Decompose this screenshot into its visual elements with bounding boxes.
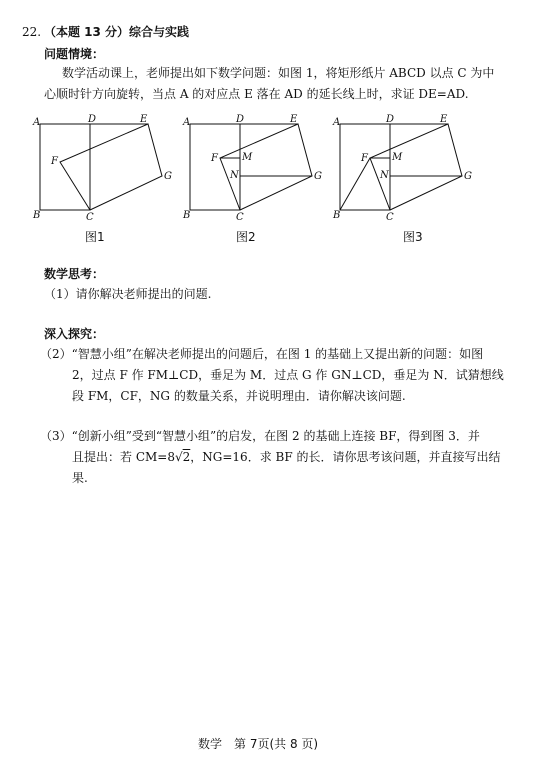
question-number: 22. [22, 25, 42, 39]
svg-text:N: N [230, 170, 239, 181]
question-2-line-3: 段 FM，CF，NG 的数量关系，并说明理由．请你解决该问题. [72, 389, 406, 403]
question-header: （本题 13 分）综合与实践 [44, 25, 190, 39]
question-1: （1）请你解决老师提出的问题. [44, 287, 212, 301]
context-line-2: 心顺时针方向旋转，当点 A 的对应点 E 落在 AD 的延长线上时，求证 DE=AD. [44, 87, 469, 101]
question-3-line-2 [72, 447, 500, 468]
svg-text:E: E [290, 114, 298, 125]
figure-2 [180, 112, 330, 224]
label-d: D [88, 114, 97, 125]
svg-text:B: B [333, 210, 341, 221]
svg-text:M: M [242, 152, 253, 163]
svg-text:C: C [236, 212, 244, 223]
label-c: C [86, 212, 94, 223]
label-b: B [33, 210, 41, 221]
svg-text:E: E [440, 114, 448, 125]
question-3-line-1: （3）“创新小组”受到“智慧小组”的启发，在图 2 的基础上连接 BF，得到图 3．并 [40, 429, 480, 443]
svg-text:G: G [464, 171, 472, 182]
label-f: F [51, 156, 58, 167]
svg-text:D: D [386, 114, 395, 125]
context-line-1: 数学活动课上，老师提出如下数学问题：如图 1，将矩形纸片 ABCD 以点 C 为中 [62, 66, 495, 80]
sqrt-sign: √ [174, 450, 183, 464]
label-e: E [140, 114, 148, 125]
svg-text:A: A [183, 117, 191, 128]
q3-part-a: 且提出：若 CM=8 [72, 450, 175, 464]
figure-3-caption: 图3 [403, 230, 423, 244]
svg-text:G: G [314, 171, 322, 182]
question-3-line-3: 果. [72, 471, 88, 485]
explore-heading: 深入探究： [44, 327, 105, 341]
figure-2-caption: 图2 [236, 230, 256, 244]
svg-text:D: D [236, 114, 245, 125]
svg-text:N: N [380, 170, 389, 181]
figure-1 [30, 112, 180, 224]
question-2-line-2: 2，过点 F 作 FM⊥CD，垂足为 M．过点 G 作 GN⊥CD，垂足为 N．试猜想线 [72, 368, 504, 382]
svg-text:F: F [361, 153, 368, 164]
svg-text:A: A [333, 117, 341, 128]
think-heading: 数学思考： [44, 267, 105, 281]
svg-text:C: C [386, 212, 394, 223]
label-a: A [33, 117, 41, 128]
svg-text:M: M [392, 152, 403, 163]
figure-1-caption: 图1 [85, 230, 105, 244]
figure-3 [330, 112, 480, 224]
label-g: G [164, 171, 172, 182]
sqrt-radicand: 2 [182, 450, 191, 464]
svg-text:B: B [183, 210, 191, 221]
question-2-line-1: （2）“智慧小组”在解决老师提出的问题后，在图 1 的基础上又提出新的问题：如图 [40, 347, 484, 361]
svg-text:F: F [211, 153, 218, 164]
q3-part-b: ，NG=16．求 BF 的长．请你思考该问题，并直接写出结 [190, 450, 501, 464]
page-footer: 数学 第 7页(共 8 页) [198, 737, 319, 751]
context-heading: 问题情境： [44, 47, 105, 61]
